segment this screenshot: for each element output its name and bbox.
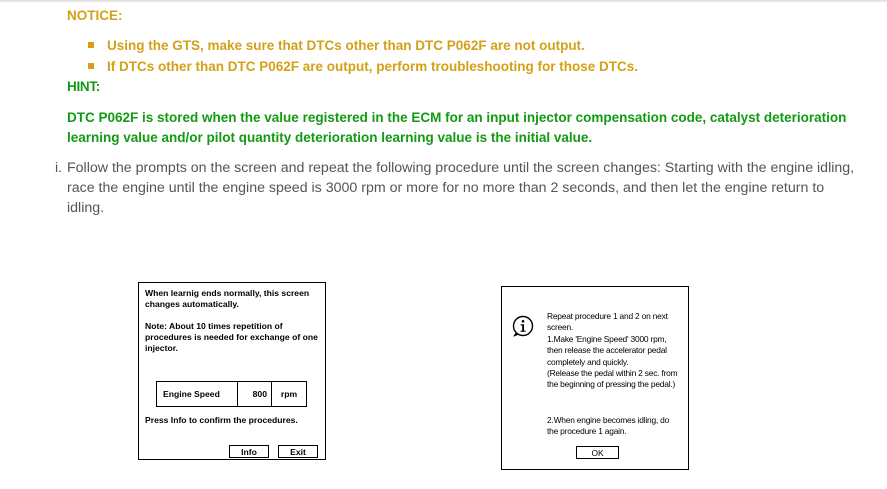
- engine-speed-readout: [156, 381, 307, 407]
- notice-item: [88, 37, 638, 58]
- hint-title: HINT:: [67, 79, 100, 94]
- screen-note: Note: About 10 times repetition of procedures is needed for exchange of one injector.: [145, 321, 318, 353]
- procedure-text: Repeat procedure 1 and 2 on next screen. 1.Make 'Engine Speed' 3000 rpm, then release the accelerator pedal completely and quickly. (Release the pedal within 2 sec. from the beginning of pressing the pedal.): [547, 311, 678, 390]
- procedure-text-2: 2.When engine becomes idling, do the procedure 1 again.: [547, 415, 670, 437]
- top-divider: [0, 0, 887, 3]
- notice-list: [88, 37, 638, 79]
- info-icon: [512, 315, 534, 337]
- notice-item-text: If DTCs other than DTC P062F are output, perform troubleshooting for those DTCs.: [107, 59, 639, 74]
- step-marker: i.: [55, 160, 63, 176]
- notice-title: NOTICE:: [67, 8, 123, 23]
- step-text: Follow the prompts on the screen and repeat the following procedure until the screen changes: Starting with the engine idling, race the engine until the engine speed is 3000 rpm or more for no more than 2 seconds, and then let the engine return to idling.: [67, 160, 855, 216]
- gts-screen-learning: [138, 282, 326, 460]
- info-button[interactable]: Info: [229, 445, 269, 458]
- bullet-square-icon: [88, 42, 94, 48]
- screen-message: When learnig ends normally, this screen changes automatically.: [145, 288, 310, 309]
- gts-screen-procedure-info: [501, 286, 689, 470]
- notice-item-text: Using the GTS, make sure that DTCs other than DTC P062F are not output.: [107, 38, 585, 53]
- ok-button[interactable]: OK: [576, 446, 619, 459]
- engine-speed-label: Engine Speed: [157, 382, 238, 406]
- engine-speed-value: 800: [238, 382, 272, 406]
- notice-item: [88, 58, 638, 79]
- hint-text: DTC P062F is stored when the value registered in the ECM for an input injector compensation code, catalyst deterioration learning value and/or pilot quantity deterioration learning value is the initial value.: [67, 110, 847, 145]
- engine-speed-unit: rpm: [280, 389, 298, 399]
- procedure-step: [55, 158, 855, 218]
- bullet-square-icon: [88, 63, 94, 69]
- screen-instruction: Press Info to confirm the procedures.: [145, 415, 298, 425]
- exit-button[interactable]: Exit: [278, 445, 318, 458]
